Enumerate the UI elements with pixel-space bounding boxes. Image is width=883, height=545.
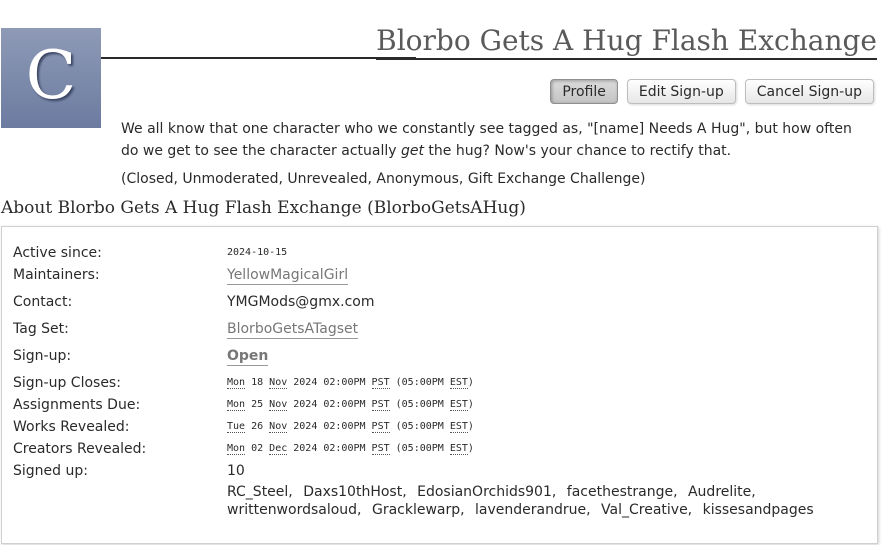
participant-name: Gracklewarp, <box>371 502 465 518</box>
dow: Tue <box>227 421 246 432</box>
tag-set-link[interactable]: BlorboGetsATagset <box>227 321 359 337</box>
year-time: 2024 02:00PM <box>293 377 366 388</box>
collection-icon-letter: C <box>25 37 77 114</box>
participant-name: Val_Creative, <box>601 502 693 518</box>
timezone: PST <box>371 377 390 388</box>
collection-actions <box>550 79 874 104</box>
signup-closes-date: Mon 18 Nov 2024 02:00PM PST (05:00PM EST) <box>227 377 474 388</box>
alt-timezone: EST <box>449 399 468 410</box>
participant-name: lavenderandrue, <box>475 502 591 518</box>
participant-name: kissesandpages <box>702 502 814 518</box>
year-time: 2024 02:00PM <box>293 399 366 410</box>
alt-time: 05:00PM <box>401 377 444 388</box>
participant-name: Daxs10thHost, <box>303 484 407 500</box>
day: 25 <box>251 399 264 410</box>
dow: Mon <box>227 377 246 388</box>
label-signup: Sign-up: <box>13 348 72 364</box>
collection-details-box <box>1 226 878 544</box>
alt-time: 05:00PM <box>401 443 444 454</box>
month: Nov <box>269 377 288 388</box>
dow: Mon <box>227 399 246 410</box>
collection-type-tags: (Closed, Unmoderated, Unrevealed, Anonymous, Gift Exchange Challenge) <box>121 171 646 187</box>
year-time: 2024 02:00PM <box>293 443 366 454</box>
participant-list <box>227 483 847 519</box>
participant-name: Audrelite, <box>687 484 756 500</box>
label-maintainers: Maintainers: <box>13 267 100 283</box>
month: Dec <box>269 443 288 454</box>
dow: Mon <box>227 443 246 454</box>
summary-text-1: We all know that one character who we constantly see tagged as, "[name] Needs A Hug", but how often do we get to see the character actually <box>121 121 852 159</box>
alt-timezone: EST <box>449 421 468 432</box>
participant-name: writtenwordsaloud, <box>227 502 362 518</box>
day: 02 <box>251 443 264 454</box>
edit-signup-button[interactable]: Edit Sign-up <box>627 79 736 104</box>
label-signed-up: Signed up: <box>13 463 88 479</box>
label-creators-revealed: Creators Revealed: <box>13 441 147 457</box>
creators-revealed-date: Mon 02 Dec 2024 02:00PM PST (05:00PM EST) <box>227 443 474 454</box>
signed-up-count: 10 <box>227 463 245 479</box>
works-revealed-date: Tue 26 Nov 2024 02:00PM PST (05:00PM EST) <box>227 421 474 432</box>
label-assignments-due: Assignments Due: <box>13 397 141 413</box>
label-active-since: Active since: <box>13 245 102 261</box>
signup-status-link[interactable]: Open <box>227 348 269 364</box>
participant-name: EdosianOrchids901, <box>417 484 557 500</box>
label-tag-set: Tag Set: <box>13 321 69 337</box>
maintainer-link[interactable]: YellowMagicalGirl <box>227 267 349 283</box>
alt-timezone: EST <box>449 377 468 388</box>
assignments-due-date: Mon 25 Nov 2024 02:00PM PST (05:00PM EST) <box>227 399 474 410</box>
cancel-signup-button[interactable]: Cancel Sign-up <box>745 79 874 104</box>
timezone: PST <box>371 399 390 410</box>
alt-timezone: EST <box>449 443 468 454</box>
collection-summary <box>121 118 873 162</box>
contact-email: YMGMods@gmx.com <box>227 294 375 310</box>
profile-button[interactable]: Profile <box>550 79 618 104</box>
alt-time: 05:00PM <box>401 421 444 432</box>
participant-name: facethestrange, <box>566 484 678 500</box>
month: Nov <box>269 399 288 410</box>
day: 26 <box>251 421 264 432</box>
year-time: 2024 02:00PM <box>293 421 366 432</box>
timezone: PST <box>371 421 390 432</box>
alt-time: 05:00PM <box>401 399 444 410</box>
summary-emphasis: get <box>400 143 424 159</box>
active-since-value: 2024-10-15 <box>227 247 288 258</box>
title-rule <box>101 57 416 59</box>
about-heading: About Blorbo Gets A Hug Flash Exchange (BlorboGetsAHug) <box>1 198 526 218</box>
summary-text-2: the hug? Now's your chance to rectify that. <box>423 143 732 159</box>
label-signup-closes: Sign-up Closes: <box>13 375 121 391</box>
timezone: PST <box>371 443 390 454</box>
page-title[interactable]: Blorbo Gets A Hug Flash Exchange <box>376 24 877 60</box>
label-contact: Contact: <box>13 294 73 310</box>
participant-name: RC_Steel, <box>227 484 293 500</box>
collection-icon <box>1 28 101 128</box>
day: 18 <box>251 377 264 388</box>
month: Nov <box>269 421 288 432</box>
label-works-revealed: Works Revealed: <box>13 419 130 435</box>
